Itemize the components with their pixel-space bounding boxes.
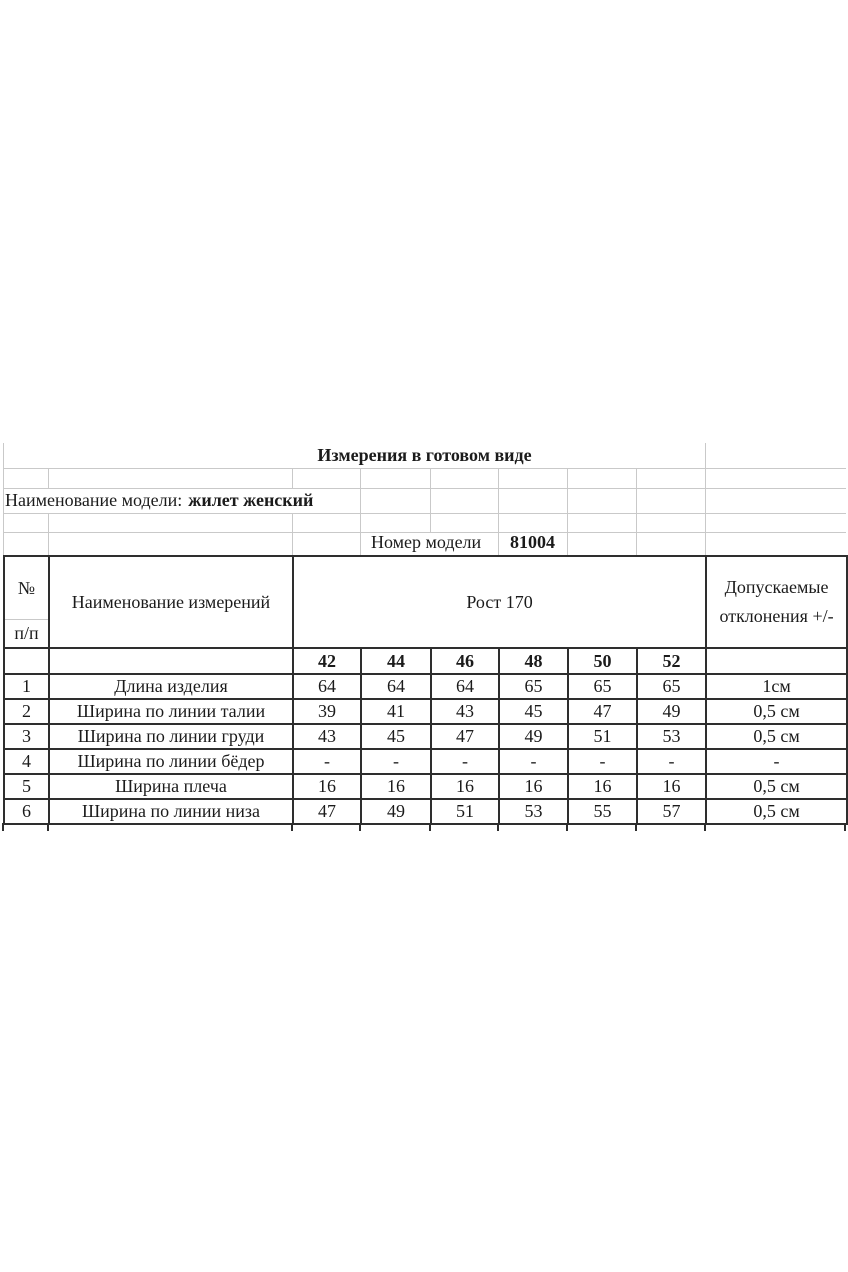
value-cell: 55: [568, 799, 637, 824]
value-cell: 57: [637, 799, 706, 824]
model-name-row: [5, 488, 313, 513]
empty-cell: [49, 648, 293, 674]
empty-cell: [4, 648, 49, 674]
gridline-vertical: [430, 468, 431, 532]
measurements-table: [3, 555, 848, 825]
row-number-header-bottom: п/п: [14, 623, 39, 643]
tolerance-cell: 1см: [706, 674, 847, 699]
tolerance-cell: 0,5 см: [706, 699, 847, 724]
gridline-vertical: [360, 468, 361, 555]
row-number-header-cell: [4, 556, 49, 648]
size-header-cell: 44: [361, 648, 431, 674]
table-row: [4, 774, 847, 799]
value-cell: 65: [637, 674, 706, 699]
growth-header-cell: Рост 170: [293, 556, 706, 648]
empty-cell: [706, 648, 847, 674]
document-title: Измерения в готовом виде: [317, 445, 532, 465]
value-cell: 16: [568, 774, 637, 799]
table-border-stub: [704, 823, 706, 831]
value-cell: 16: [361, 774, 431, 799]
value-cell: -: [361, 749, 431, 774]
tolerance-cell: -: [706, 749, 847, 774]
value-cell: -: [568, 749, 637, 774]
value-cell: 47: [431, 724, 499, 749]
value-cell: 53: [637, 724, 706, 749]
table-border-stub: [429, 823, 431, 831]
value-cell: 45: [361, 724, 431, 749]
table-border-stub: [291, 823, 293, 831]
size-header-cell: 46: [431, 648, 499, 674]
value-cell: 41: [361, 699, 431, 724]
measurement-name-cell: Ширина по линии талии: [49, 699, 293, 724]
row-number-header-top: №: [5, 558, 48, 620]
value-cell: 51: [431, 799, 499, 824]
row-number-cell: 5: [4, 774, 49, 799]
measurement-name-cell: Ширина плеча: [49, 774, 293, 799]
value-cell: 16: [499, 774, 568, 799]
value-cell: 16: [637, 774, 706, 799]
sizes-row: [4, 648, 847, 674]
value-cell: 16: [431, 774, 499, 799]
gridline-vertical: [292, 468, 293, 488]
measurement-name-cell: Ширина по линии груди: [49, 724, 293, 749]
table-row: [4, 749, 847, 774]
size-header-cell: 48: [499, 648, 568, 674]
table-border-stub: [47, 823, 49, 831]
table-border-stub: [844, 823, 846, 831]
table-row: [4, 724, 847, 749]
value-cell: 43: [431, 699, 499, 724]
value-cell: 53: [499, 799, 568, 824]
tolerance-cell: 0,5 см: [706, 799, 847, 824]
tolerance-cell: 0,5 см: [706, 724, 847, 749]
table-border-stub: [359, 823, 361, 831]
value-cell: 39: [293, 699, 361, 724]
table-body: [4, 674, 847, 824]
gridline-vertical: [567, 468, 568, 555]
gridline-vertical: [48, 468, 49, 488]
size-header-cell: 52: [637, 648, 706, 674]
table-border-stub: [635, 823, 637, 831]
tolerance-header-line1: Допускаемые: [724, 577, 829, 597]
value-cell: 43: [293, 724, 361, 749]
model-number-label: Номер модели: [371, 532, 482, 552]
tolerance-header-line2: отклонения +/-: [719, 606, 834, 626]
table-row: [4, 799, 847, 824]
gridline-horizontal: [3, 468, 846, 469]
value-cell: 64: [361, 674, 431, 699]
value-cell: 49: [637, 699, 706, 724]
value-cell: 47: [293, 799, 361, 824]
size-header-cell: 50: [568, 648, 637, 674]
table-border-stub: [497, 823, 499, 831]
measurement-name-cell: Ширина по линии бёдер: [49, 749, 293, 774]
row-number-cell: 1: [4, 674, 49, 699]
model-name-label: Наименование модели:: [5, 490, 183, 510]
value-cell: 64: [293, 674, 361, 699]
table-row: [4, 674, 847, 699]
measurement-name-header-cell: Наименование измерений: [49, 556, 293, 648]
value-cell: 45: [499, 699, 568, 724]
value-cell: 16: [293, 774, 361, 799]
value-cell: 64: [431, 674, 499, 699]
model-name-value: жилет женский: [188, 490, 314, 510]
table-row: [4, 699, 847, 724]
model-number-value: 81004: [510, 532, 555, 552]
value-cell: 49: [361, 799, 431, 824]
table-border-stub: [2, 823, 4, 831]
gridline-vertical: [636, 468, 637, 555]
tolerance-header-cell: [706, 556, 847, 648]
value-cell: 65: [499, 674, 568, 699]
table-header-row: [4, 556, 847, 648]
value-cell: -: [293, 749, 361, 774]
gridline-vertical: [48, 513, 49, 555]
row-number-cell: 6: [4, 799, 49, 824]
row-number-cell: 4: [4, 749, 49, 774]
measurement-name-cell: Ширина по линии низа: [49, 799, 293, 824]
value-cell: 49: [499, 724, 568, 749]
value-cell: -: [499, 749, 568, 774]
gridline-vertical: [292, 513, 293, 555]
value-cell: -: [431, 749, 499, 774]
value-cell: 65: [568, 674, 637, 699]
value-cell: 47: [568, 699, 637, 724]
row-number-cell: 3: [4, 724, 49, 749]
value-cell: 51: [568, 724, 637, 749]
table-border-stub: [566, 823, 568, 831]
gridline-horizontal: [3, 513, 846, 514]
row-number-cell: 2: [4, 699, 49, 724]
size-header-cell: 42: [293, 648, 361, 674]
measurement-name-cell: Длина изделия: [49, 674, 293, 699]
value-cell: -: [637, 749, 706, 774]
tolerance-cell: 0,5 см: [706, 774, 847, 799]
